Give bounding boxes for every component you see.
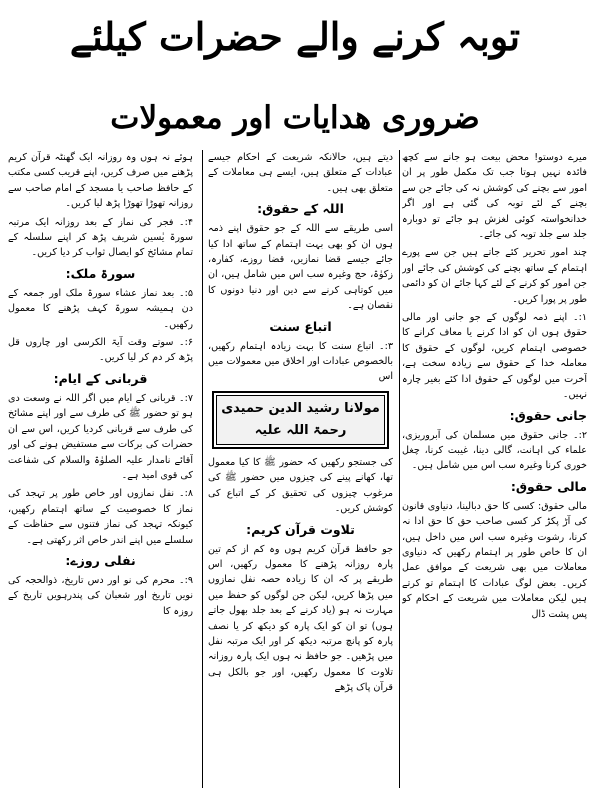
- paragraph: ۷:۔ قربانی کے ایام میں اگر اللہ نے وسعت دی ہو تو حضور ﷺ کی طرف سے اور اپنے مشائخ کی طرف سے قربانی کردیا کریں، اس سے ان حضرات کی برکات سے مستفیض ہونے کی اور آقائے نامدار علیہ الصلوٰۃ والسلام کی شفاعت کی قوی امید ہے۔: [8, 392, 193, 481]
- column-left: [8, 150, 193, 790]
- section-heading-allah-ke-huqooq: اللہ کے حقوق:: [257, 201, 344, 217]
- column-divider-right: [399, 150, 400, 788]
- paragraph: ہوئے نہ ہوں وہ روزانہ ایک گھنٹہ قرآن کریم پڑھنے میں صرف کریں، اپنے قریب کسی مکتب کے حافظ صاحب یا مسجد کے امام صاحب سے روزانہ تھوڑا تھوڑا پڑھ لیا کریں۔: [8, 152, 193, 210]
- page-subtitle: ضروری ھدایات اور معمولات: [110, 100, 480, 136]
- section-heading-surah-mulk: سورۃ ملک:: [65, 265, 136, 281]
- paragraph: کی جستجو رکھیں کہ حضور ﷺ کا کیا معمول تھا، کھانے پینے کی چیزوں میں حضور ﷺ کی مرغوب چیزوں کی تحقیق کر کے اتباع کی کوشش کریں۔: [208, 456, 393, 515]
- paragraph: ۶:۔ سوتے وقت آیۃ الکرسی اور چاروں قل پڑھ کر دم کر لیا کریں۔: [8, 337, 193, 364]
- paragraph: ۵:۔ بعد نماز عشاء سورۃ ملک اور جمعہ کے دن ہمیشہ سورۃ کہف پڑھنے کا معمول رکھیں۔: [8, 287, 193, 330]
- section-heading-jani-huqooq: جانی حقوق:: [509, 407, 587, 423]
- column-divider-left: [202, 150, 203, 788]
- paragraph: ۲:۔ جانی حقوق میں مسلمان کی آبروریزی، علماء کی اہانت، گالی دینا، غیبت کرنا، چغل خوری کرنا وغیرہ سب اس میں شامل ہیں۔: [402, 429, 587, 472]
- paragraph: ۱:۔ اپنے ذمہ لوگوں کے جو جانی اور مالی حقوق ہوں ان کو ادا کرنے یا معاف کرانے کا خصوصی اہتمام کریں، لوگوں کے حقوق کا معاملہ خدا کے حقوق سے زیادہ سخت ہے، آخرت میں لوگوں کے حقوق ادا کئے بغیر چارہ نہیں۔: [402, 312, 587, 401]
- column-middle: [208, 150, 393, 790]
- author-box: [212, 391, 389, 449]
- section-heading-mali-huqooq: مالی حقوق:: [510, 478, 587, 494]
- paragraph: مالی حقوق: کسی کا حق دبالینا، دنیاوی قانون کی آڑ پکڑ کر کسی صاحب حق کا حق ادا نہ کرنا، رشوت وغیرہ سب اس میں داخل ہیں، ان کا خاص طور پر اہتمام رکھیں کہ دنیاوی معاملات میں بھی شریعت کے موافق عمل کریں۔ بعض لوگ عبادات کا اہتمام تو کرتے ہیں لیکن معاملات میں شریعت کے احکام کو پس پشت ڈال: [402, 500, 587, 620]
- paragraph: میرے دوستو! محض بیعت ہو جانے سے کچھ فائدہ نہیں ہوتا جب تک مکمل طور پر ان امور سے بچنے کی کوشش نہ کی جائے جن سے بچنے کے لئے توبہ کی گئی ہے اور اگر خدانخواستہ کوئی لغزش ہو جائے تو دوبارہ جلد سے جلد توبہ کی جائے۔: [402, 152, 587, 241]
- paragraph: ۹:۔ محرم کی نو اور دس تاریخ، ذوالحجہ کی نویں تاریخ اور شعبان کی پندرہویں تاریخ کے روزہ کا: [8, 574, 193, 617]
- section-heading-tilawat: تلاوت قرآن کریم:: [246, 521, 355, 537]
- paragraph: اسی طریقے سے اللہ کے جو حقوق اپنے ذمہ ہوں ان کو بھی بہت اہتمام کے ساتھ ادا کیا جائے جیسے قضا نمازیں، قضا روزے، کفارہ، زکوٰۃ، حج وغیرہ سب اس میں شامل ہیں، ان میں کوتاہی کرنے سے دین اور دنیا دونوں کا نقصان ہے۔: [208, 223, 393, 312]
- page-title: توبہ کرنے والے حضرات کیلئے: [69, 14, 521, 59]
- paragraph: دیتے ہیں، حالانکہ شریعت کے احکام جیسے عبادات کے متعلق ہیں، ایسے ہی معاملات کے متعلق بھی ہیں۔: [208, 152, 393, 194]
- section-heading-qurbani: قربانی کے ایام:: [53, 370, 148, 386]
- section-heading-nafli-roze: نفلی روزے:: [65, 552, 136, 568]
- author-name: مولانا رشید الدین حمیدی رحمۃ اللہ علیہ: [216, 395, 385, 445]
- column-right: [402, 150, 587, 790]
- section-heading-ittiba-sunnat: اتباع سنت: [269, 318, 332, 334]
- paragraph: ۴:۔ فجر کی نماز کے بعد روزانہ ایک مرتبہ سورۃ یٰسین شریف پڑھ کر اپنے سلسلہ کے تمام مشائخ کو ایصال ثواب کر دیا کریں۔: [8, 216, 193, 259]
- paragraph: ۸:۔ نفل نمازوں اور خاص طور پر تہجد کی نماز کا خصوصیت کے ساتھ اہتمام رکھیں، کیونکہ تہجد کی نماز فتنوں سے حفاظت کے سلسلے میں اپنے اندر خاص اثر رکھتی ہے۔: [8, 488, 193, 546]
- paragraph: ۳:۔ اتباع سنت کا بہت زیادہ اہتمام رکھیں، بالخصوص عبادات اور اخلاق میں معمولات میں اس: [208, 340, 393, 383]
- paragraph: جو حافظ قرآن کریم ہوں وہ کم از کم تین پارہ روزانہ پڑھنے کا معمول رکھیں، اس طریقے پر کہ ان کا زیادہ حصہ نفل نمازوں میں پڑھا کریں، لیکن جن لوگوں کو حفظ میں مہارت نہ ہو (یاد کرنے کے بعد جلد بھول جاتے ہوں) تو ان کو ایک پارہ کو دیکھ کر یا نصف پارہ کو پانچ مرتبہ دیکھ کر اور ایک مرتبہ نفل میں پڑھیں۔ جو حافظ نہ ہوں ایک پارہ روزانہ تلاوت کا معمول رکھیں، اور جو بالکل ہی قرآن پاک پڑھے: [208, 543, 393, 694]
- paragraph: چند امور تحریر کئے جاتے ہیں جن سے پورے اہتمام کے ساتھ بچنے کی کوشش کی جائے اور جن امور کو کرنے کے لئے کہا جائے ان کو دائمی طور پر پورا کریں۔: [402, 247, 587, 305]
